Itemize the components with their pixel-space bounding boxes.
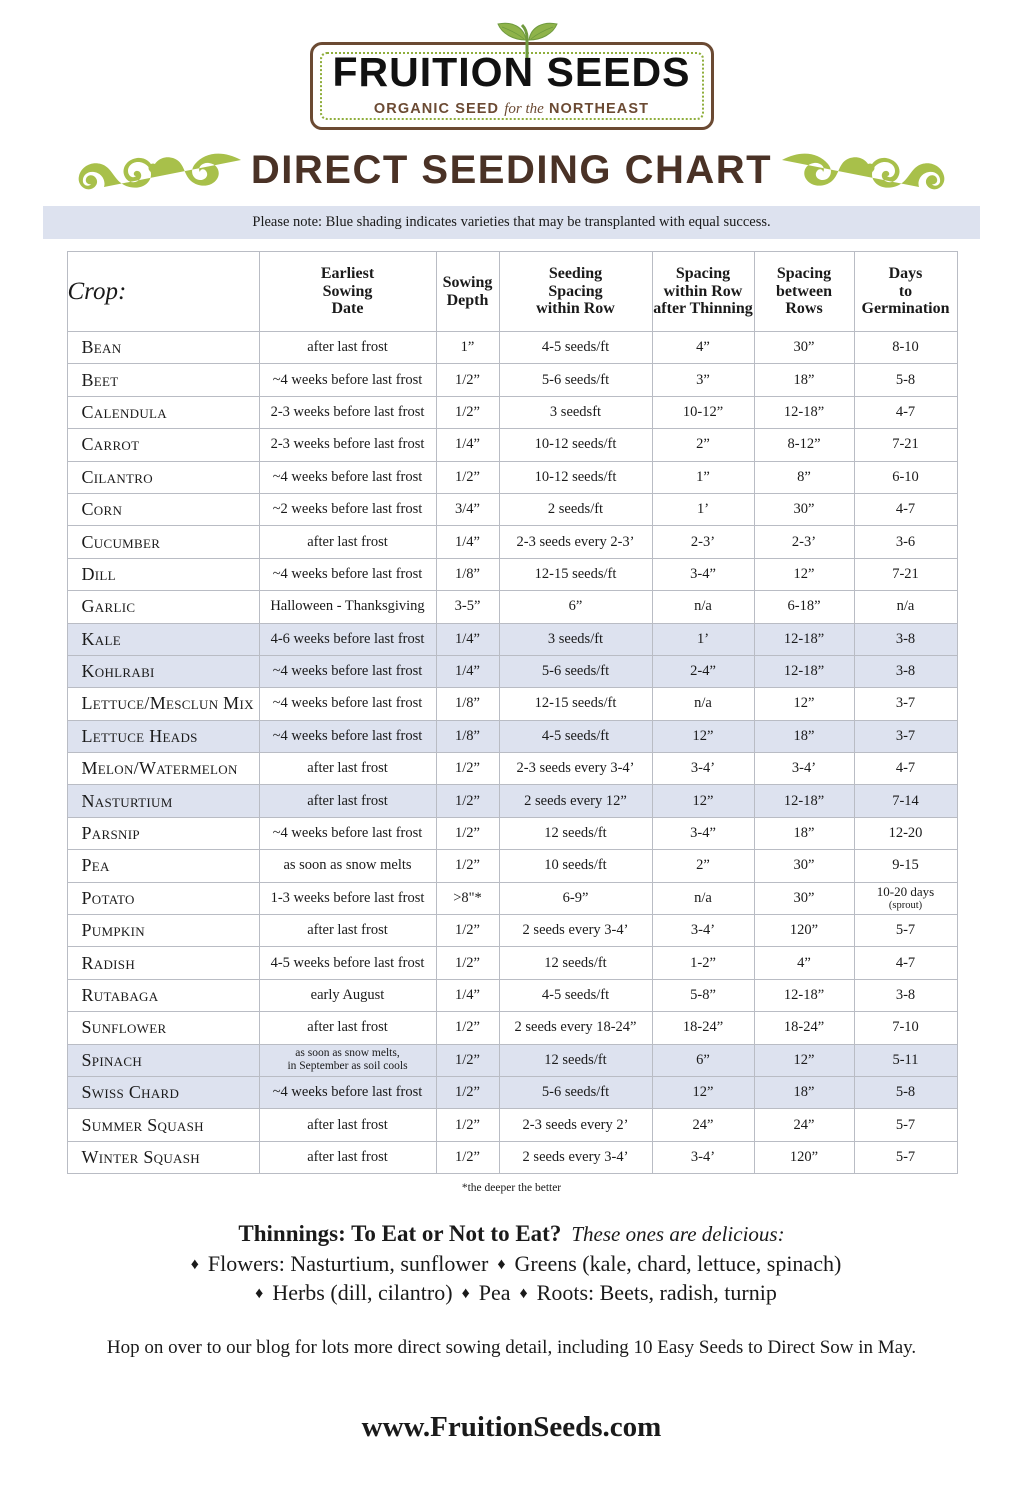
logo-box <box>310 22 714 132</box>
cell-crop: Winter Squash <box>67 1141 259 1173</box>
cell-sowing-depth: >8"* <box>436 882 499 914</box>
cell-spacing-between-rows: 12-18” <box>754 655 854 687</box>
cell-days-to-germination <box>854 882 957 914</box>
table-row <box>67 332 957 364</box>
transplant-note-text: Please note: Blue shading indicates varieties that may be transplanted with equal success. <box>252 214 771 230</box>
cell-sowing-depth: 1/2” <box>436 1141 499 1173</box>
table-row <box>67 655 957 687</box>
cell-spacing-between-rows: 8-12” <box>754 429 854 461</box>
cell-spacing-between-rows: 18” <box>754 817 854 849</box>
transplant-note-banner <box>43 206 980 239</box>
cell-seeding-spacing: 3 seedsft <box>499 396 652 428</box>
cell-earliest-sowing-date: ~4 weeks before last frost <box>259 688 436 720</box>
cell-earliest-sowing-date: 1-3 weeks before last frost <box>259 882 436 914</box>
cell-crop: Rutabaga <box>67 979 259 1011</box>
cell-earliest-sowing-date: after last frost <box>259 753 436 785</box>
cell-sowing-depth: 1/4” <box>436 655 499 687</box>
cell-seeding-spacing: 12-15 seeds/ft <box>499 558 652 590</box>
cell-spacing-between-rows: 120” <box>754 915 854 947</box>
cell-seeding-spacing: 10-12 seeds/ft <box>499 429 652 461</box>
cell-spacing-after-thinning: 4” <box>652 332 754 364</box>
cell-earliest-sowing-date: ~4 weeks before last frost <box>259 720 436 752</box>
cell-seeding-spacing: 6” <box>499 591 652 623</box>
thinnings-herbs: Herbs (dill, cilantro) <box>272 1279 453 1305</box>
cell-spacing-after-thinning: n/a <box>652 591 754 623</box>
cell-spacing-after-thinning: 3-4” <box>652 817 754 849</box>
cell-crop: Nasturtium <box>67 785 259 817</box>
cell-seeding-spacing: 2-3 seeds every 2’ <box>499 1109 652 1141</box>
cell-days-to-germination: 5-7 <box>854 1109 957 1141</box>
cell-spacing-between-rows: 30” <box>754 850 854 882</box>
thinnings-line-2 <box>0 1278 1023 1307</box>
cell-seeding-spacing: 2 seeds/ft <box>499 493 652 525</box>
cell-earliest-sowing-date: as soon as snow melts <box>259 850 436 882</box>
cell-days-to-germination: 3-8 <box>854 979 957 1011</box>
logo-tagline <box>310 102 714 117</box>
cell-earliest-sowing-date: early August <box>259 979 436 1011</box>
cell-spacing-after-thinning: 12” <box>652 1076 754 1108</box>
table-body <box>67 332 957 1174</box>
cell-crop: Bean <box>67 332 259 364</box>
cell-spacing-between-rows: 8” <box>754 461 854 493</box>
cell-seeding-spacing: 2 seeds every 3-4’ <box>499 915 652 947</box>
cell-earliest-sowing-date: after last frost <box>259 915 436 947</box>
table-row <box>67 429 957 461</box>
cell-crop: Corn <box>67 493 259 525</box>
logo-header <box>0 0 1023 132</box>
cell-seeding-spacing: 2 seeds every 12” <box>499 785 652 817</box>
table-row <box>67 364 957 396</box>
blog-callout: Hop on over to our blog for lots more direct sowing detail, including 10 Easy Seeds to Direct Sow in May. <box>106 1336 917 1358</box>
cell-seeding-spacing: 5-6 seeds/ft <box>499 655 652 687</box>
germ-main: 10-20 days <box>876 884 935 900</box>
bullet-icon: ♦ <box>461 1284 470 1302</box>
cell-earliest-sowing-date: after last frost <box>259 785 436 817</box>
cell-days-to-germination: 8-10 <box>854 332 957 364</box>
cell-earliest-sowing-date: ~4 weeks before last frost <box>259 461 436 493</box>
cell-crop: Summer Squash <box>67 1109 259 1141</box>
cell-spacing-between-rows: 12-18” <box>754 396 854 428</box>
cell-days-to-germination: 3-7 <box>854 688 957 720</box>
cell-spacing-after-thinning: 10-12” <box>652 396 754 428</box>
cell-days-to-germination: 7-10 <box>854 1012 957 1044</box>
cell-spacing-after-thinning: 24” <box>652 1109 754 1141</box>
table-row <box>67 785 957 817</box>
logo-wordmark <box>310 49 714 95</box>
cell-spacing-between-rows: 4” <box>754 947 854 979</box>
cell-days-to-germination: 4-7 <box>854 493 957 525</box>
column-header-sowing-depth: Sowing Depth <box>436 252 499 332</box>
page-title-row <box>0 146 1023 194</box>
cell-sowing-depth: 1/2” <box>436 396 499 428</box>
table-row <box>67 1076 957 1108</box>
cell-earliest-sowing-date: 4-5 weeks before last frost <box>259 947 436 979</box>
logo-tagline-pre: ORGANIC SEED <box>373 101 500 117</box>
table-row <box>67 558 957 590</box>
thinnings-section <box>0 1220 1023 1307</box>
cell-crop: Pea <box>67 850 259 882</box>
cell-seeding-spacing: 12 seeds/ft <box>499 1044 652 1076</box>
table-footnote: *the deeper the better <box>461 1182 562 1195</box>
cell-days-to-germination: 5-8 <box>854 364 957 396</box>
column-header-days-to-germination: Days to Germination <box>854 252 957 332</box>
cell-spacing-after-thinning: 12” <box>652 720 754 752</box>
cell-crop: Carrot <box>67 429 259 461</box>
cell-days-to-germination: 7-21 <box>854 558 957 590</box>
table-row <box>67 623 957 655</box>
logo-main-text: FRUITION SEEDS <box>332 49 691 95</box>
cell-sowing-depth: 1/2” <box>436 915 499 947</box>
cell-days-to-germination: 12-20 <box>854 817 957 849</box>
cell-sowing-depth: 1/2” <box>436 461 499 493</box>
cell-spacing-between-rows: 12-18” <box>754 623 854 655</box>
cell-earliest-sowing-date: ~4 weeks before last frost <box>259 364 436 396</box>
cell-crop: Lettuce Heads <box>67 720 259 752</box>
cell-spacing-after-thinning: 2-4” <box>652 655 754 687</box>
table-row <box>67 817 957 849</box>
thinnings-greens: Greens (kale, chard, lettuce, spinach) <box>514 1250 842 1276</box>
cell-spacing-after-thinning: 1’ <box>652 623 754 655</box>
cell-days-to-germination: 3-8 <box>854 623 957 655</box>
cell-crop: Pumpkin <box>67 915 259 947</box>
cell-sowing-depth: 1/2” <box>436 1076 499 1108</box>
cell-crop: Cilantro <box>67 461 259 493</box>
bullet-icon: ♦ <box>190 1255 199 1273</box>
thinnings-flowers: Flowers: Nasturtium, sunflower <box>207 1250 489 1276</box>
cell-sowing-depth: 1/8” <box>436 558 499 590</box>
bullet-icon: ♦ <box>519 1284 528 1302</box>
cell-crop: Spinach <box>67 1044 259 1076</box>
cell-seeding-spacing: 2-3 seeds every 2-3’ <box>499 526 652 558</box>
bullet-icon: ♦ <box>255 1284 264 1302</box>
cell-spacing-between-rows: 12” <box>754 688 854 720</box>
cell-sowing-depth: 1/2” <box>436 850 499 882</box>
cell-spacing-after-thinning: 12” <box>652 785 754 817</box>
cell-seeding-spacing: 10 seeds/ft <box>499 850 652 882</box>
cell-seeding-spacing: 12 seeds/ft <box>499 817 652 849</box>
thinnings-line-1 <box>0 1249 1023 1278</box>
table-row <box>67 753 957 785</box>
cell-seeding-spacing: 5-6 seeds/ft <box>499 1076 652 1108</box>
table-row <box>67 688 957 720</box>
cell-sowing-depth: 1/2” <box>436 785 499 817</box>
cell-sowing-depth: 1/4” <box>436 623 499 655</box>
cell-crop: Kale <box>67 623 259 655</box>
cell-days-to-germination: 4-7 <box>854 396 957 428</box>
cell-crop: Swiss Chard <box>67 1076 259 1108</box>
cell-days-to-germination: 7-14 <box>854 785 957 817</box>
page-title: DIRECT SEEDING CHART <box>250 147 773 192</box>
cell-crop: Beet <box>67 364 259 396</box>
cell-spacing-after-thinning: 2” <box>652 429 754 461</box>
cell-earliest-sowing-date: 2-3 weeks before last frost <box>259 429 436 461</box>
cell-spacing-between-rows: 12-18” <box>754 785 854 817</box>
cell-spacing-after-thinning: 2” <box>652 850 754 882</box>
cell-earliest-sowing-date: after last frost <box>259 332 436 364</box>
cell-crop: Dill <box>67 558 259 590</box>
cell-crop: Parsnip <box>67 817 259 849</box>
cell-seeding-spacing: 10-12 seeds/ft <box>499 461 652 493</box>
cell-spacing-after-thinning: n/a <box>652 882 754 914</box>
cell-spacing-after-thinning: 3-4’ <box>652 1141 754 1173</box>
table-row <box>67 720 957 752</box>
cell-spacing-after-thinning: n/a <box>652 688 754 720</box>
website-url[interactable]: www.FruitionSeeds.com <box>361 1410 662 1443</box>
ornamental-flourish-left-icon <box>73 146 243 194</box>
cell-crop: Cucumber <box>67 526 259 558</box>
cell-spacing-after-thinning: 3-4’ <box>652 753 754 785</box>
cell-spacing-after-thinning: 5-8” <box>652 979 754 1011</box>
cell-sowing-depth: 1/2” <box>436 1012 499 1044</box>
column-header-crop <box>67 252 259 332</box>
cell-seeding-spacing: 4-5 seeds/ft <box>499 979 652 1011</box>
cell-sowing-depth: 1/4” <box>436 429 499 461</box>
table-row <box>67 396 957 428</box>
table-row <box>67 850 957 882</box>
cell-seeding-spacing: 4-5 seeds/ft <box>499 720 652 752</box>
cell-sowing-depth: 1/8” <box>436 720 499 752</box>
cell-seeding-spacing: 2-3 seeds every 3-4’ <box>499 753 652 785</box>
cell-spacing-between-rows: 24” <box>754 1109 854 1141</box>
cell-earliest-sowing-date: ~4 weeks before last frost <box>259 1076 436 1108</box>
table-row <box>67 461 957 493</box>
direct-seeding-table <box>67 251 958 1174</box>
column-header-spacing-between-rows: Spacing between Rows <box>754 252 854 332</box>
bullet-icon: ♦ <box>497 1255 506 1273</box>
cell-earliest-sowing-date: Halloween - Thanksgiving <box>259 591 436 623</box>
cell-sowing-depth: 1/4” <box>436 979 499 1011</box>
cell-spacing-between-rows: 120” <box>754 1141 854 1173</box>
cell-earliest-sowing-date: ~4 weeks before last frost <box>259 817 436 849</box>
table-header <box>67 252 957 332</box>
cell-seeding-spacing: 6-9” <box>499 882 652 914</box>
cell-spacing-after-thinning: 1’ <box>652 493 754 525</box>
cell-spacing-between-rows: 30” <box>754 332 854 364</box>
cell-crop: Calendula <box>67 396 259 428</box>
cell-sowing-depth: 1/2” <box>436 1044 499 1076</box>
table-row <box>67 947 957 979</box>
cell-days-to-germination: 4-7 <box>854 753 957 785</box>
cell-spacing-after-thinning: 6” <box>652 1044 754 1076</box>
cell-seeding-spacing: 5-6 seeds/ft <box>499 364 652 396</box>
cell-spacing-between-rows: 12-18” <box>754 979 854 1011</box>
cell-days-to-germination: 5-8 <box>854 1076 957 1108</box>
cell-days-to-germination: 5-7 <box>854 1141 957 1173</box>
cell-seeding-spacing: 4-5 seeds/ft <box>499 332 652 364</box>
cell-spacing-after-thinning: 2-3’ <box>652 526 754 558</box>
cell-earliest-sowing-date: 2-3 weeks before last frost <box>259 396 436 428</box>
column-header-crop-label: Crop: <box>67 277 127 305</box>
cell-earliest-sowing-date: after last frost <box>259 526 436 558</box>
cell-spacing-between-rows: 18-24” <box>754 1012 854 1044</box>
cell-earliest-sowing-date: ~4 weeks before last frost <box>259 655 436 687</box>
cell-spacing-between-rows: 30” <box>754 882 854 914</box>
cell-earliest-sowing-date: after last frost <box>259 1141 436 1173</box>
cell-spacing-after-thinning: 18-24” <box>652 1012 754 1044</box>
thinnings-subheading: These ones are delicious: <box>571 1222 785 1247</box>
logo-tagline-post: NORTHEAST <box>548 101 650 117</box>
seeding-chart-container <box>67 251 957 1174</box>
cell-earliest-sowing-date <box>259 1044 436 1076</box>
cell-spacing-between-rows: 18” <box>754 1076 854 1108</box>
cell-days-to-germination: 9-15 <box>854 850 957 882</box>
cell-sowing-depth: 3-5” <box>436 591 499 623</box>
cell-earliest-sowing-date: ~4 weeks before last frost <box>259 558 436 590</box>
cell-seeding-spacing: 2 seeds every 18-24” <box>499 1012 652 1044</box>
cell-seeding-spacing: 2 seeds every 3-4’ <box>499 1141 652 1173</box>
cell-sowing-depth: 1/2” <box>436 753 499 785</box>
table-header-row <box>67 252 957 332</box>
column-header-earliest-sowing-date: Earliest Sowing Date <box>259 252 436 332</box>
table-row <box>67 1141 957 1173</box>
germ-sub: (sprout) <box>888 899 923 911</box>
cell-crop: Lettuce/Mesclun Mix <box>67 688 259 720</box>
cell-days-to-germination: 5-11 <box>854 1044 957 1076</box>
cell-spacing-between-rows: 3-4’ <box>754 753 854 785</box>
cell-sowing-depth: 1/2” <box>436 817 499 849</box>
cell-days-to-germination: 5-7 <box>854 915 957 947</box>
cell-spacing-between-rows: 18” <box>754 720 854 752</box>
table-row <box>67 979 957 1011</box>
thinnings-heading-row <box>0 1220 1023 1249</box>
cell-crop: Radish <box>67 947 259 979</box>
cell-days-to-germination: 4-7 <box>854 947 957 979</box>
cell-sowing-depth: 1/2” <box>436 947 499 979</box>
cell-spacing-between-rows: 18” <box>754 364 854 396</box>
table-row <box>67 882 957 914</box>
cell-sowing-depth: 1/4” <box>436 526 499 558</box>
column-header-seeding-spacing-within-row: Seeding Spacing within Row <box>499 252 652 332</box>
cell-spacing-between-rows: 12” <box>754 1044 854 1076</box>
cell-days-to-germination: 3-7 <box>854 720 957 752</box>
table-row <box>67 915 957 947</box>
cell-days-to-germination: 6-10 <box>854 461 957 493</box>
cell-sowing-depth: 1/8” <box>436 688 499 720</box>
cell-earliest-sowing-date: 4-6 weeks before last frost <box>259 623 436 655</box>
cell-earliest-sowing-date: ~2 weeks before last frost <box>259 493 436 525</box>
cell-days-to-germination: 3-8 <box>854 655 957 687</box>
cell-sowing-depth: 1/2” <box>436 364 499 396</box>
cell-crop: Kohlrabi <box>67 655 259 687</box>
cell-crop: Sunflower <box>67 1012 259 1044</box>
cell-days-to-germination: 3-6 <box>854 526 957 558</box>
cell-sowing-depth: 3/4” <box>436 493 499 525</box>
cell-sowing-depth: 1” <box>436 332 499 364</box>
cell-spacing-between-rows: 30” <box>754 493 854 525</box>
column-header-spacing-after-thinning: Spacing within Row after Thinning <box>652 252 754 332</box>
cell-earliest-sowing-date: after last frost <box>259 1012 436 1044</box>
cell-crop: Melon/Watermelon <box>67 753 259 785</box>
table-row <box>67 591 957 623</box>
table-row <box>67 526 957 558</box>
cell-seeding-spacing: 3 seeds/ft <box>499 623 652 655</box>
cell-spacing-between-rows: 2-3’ <box>754 526 854 558</box>
thinnings-pea: Pea <box>478 1279 511 1305</box>
cell-spacing-between-rows: 6-18” <box>754 591 854 623</box>
date-line-1: as soon as snow melts, <box>295 1046 400 1059</box>
logo-tagline-italic: for the <box>504 101 544 117</box>
cell-crop: Garlic <box>67 591 259 623</box>
table-row <box>67 1044 957 1076</box>
table-row <box>67 1109 957 1141</box>
cell-earliest-sowing-date: after last frost <box>259 1109 436 1141</box>
cell-spacing-after-thinning: 3-4’ <box>652 915 754 947</box>
cell-spacing-after-thinning: 3” <box>652 364 754 396</box>
table-row <box>67 493 957 525</box>
cell-seeding-spacing: 12 seeds/ft <box>499 947 652 979</box>
cell-spacing-between-rows: 12” <box>754 558 854 590</box>
cell-spacing-after-thinning: 1” <box>652 461 754 493</box>
thinnings-heading: Thinnings: To Eat or Not to Eat? <box>238 1221 562 1247</box>
thinnings-roots: Roots: Beets, radish, turnip <box>536 1279 777 1305</box>
cell-days-to-germination: n/a <box>854 591 957 623</box>
date-line-2: in September as soil cools <box>287 1060 408 1073</box>
cell-crop: Potato <box>67 882 259 914</box>
table-row <box>67 1012 957 1044</box>
cell-sowing-depth: 1/2” <box>436 1109 499 1141</box>
cell-spacing-after-thinning: 1-2” <box>652 947 754 979</box>
cell-spacing-after-thinning: 3-4” <box>652 558 754 590</box>
ornamental-flourish-right-icon <box>780 146 950 194</box>
cell-days-to-germination: 7-21 <box>854 429 957 461</box>
cell-seeding-spacing: 12-15 seeds/ft <box>499 688 652 720</box>
